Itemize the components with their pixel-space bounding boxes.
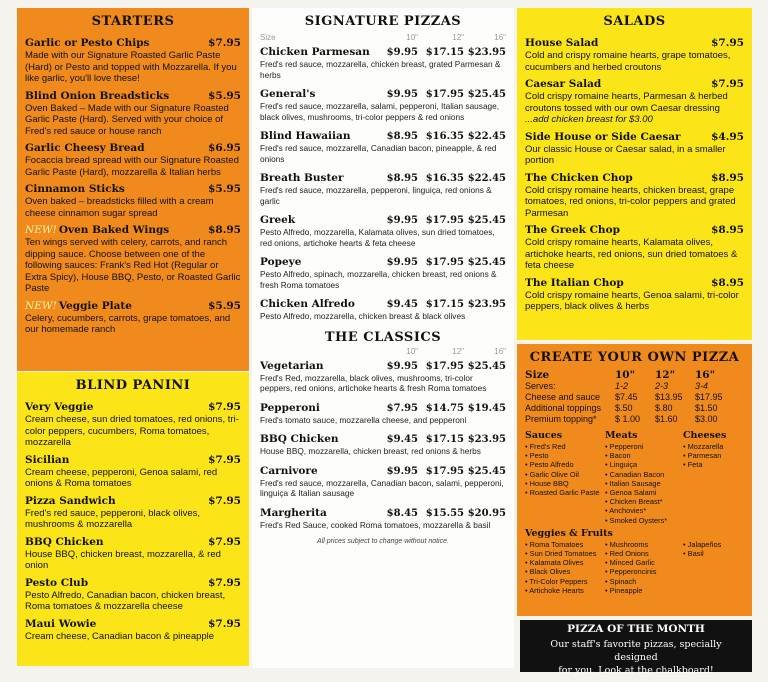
pizza-name: Vegetarian	[260, 359, 324, 372]
pizza-name: Chicken Parmesan	[260, 46, 370, 58]
classics-list	[260, 360, 506, 531]
classics-title: THE CLASSICS	[324, 329, 442, 345]
topping-item: • Feta	[683, 460, 703, 470]
item-name	[25, 300, 132, 313]
cyo-cell: 12"	[655, 369, 676, 381]
item-addon: ...add chicken breast for $3.00	[525, 114, 653, 125]
price-10: $7.95	[386, 402, 418, 414]
menu-item	[525, 131, 744, 167]
menu-item	[25, 618, 241, 643]
menu-item	[525, 224, 744, 272]
price-16: $25.45	[467, 257, 506, 268]
price-16: $25.45	[467, 360, 506, 372]
cyo-cell: $7.45	[615, 392, 638, 402]
topping-item: • Garlic Olive Oil	[525, 469, 579, 479]
item-name	[25, 495, 116, 508]
price-12: $17.95	[425, 360, 464, 372]
size-16: 16"	[494, 346, 506, 356]
item-description: Cream cheese, Canadian bacon & pineapple	[25, 630, 215, 642]
item-header	[25, 536, 241, 549]
sauces-heading: Sauces	[525, 430, 563, 441]
starters-list	[25, 37, 241, 336]
pizza-row	[260, 46, 506, 58]
item-header	[25, 183, 241, 196]
cyo-cell: $.80	[655, 403, 673, 413]
pizza-panel	[252, 8, 514, 668]
item-price: $5.95	[208, 299, 241, 312]
topping-item: • Roma Tomatoes	[525, 539, 584, 549]
item-header	[25, 495, 241, 508]
cyo-cell: $3.00	[695, 414, 718, 424]
menu-item	[25, 37, 241, 85]
item-name	[25, 536, 104, 549]
item-description: Focaccia bread spread with our Signature Roasted Garlic Paste (Hard), mozzarella & Italian herbs	[25, 155, 239, 178]
item-header	[525, 131, 744, 144]
topping-item: • Basil	[683, 549, 704, 559]
item-description: Cold and crispy romaine hearts, grape tomatoes, cucumbers and herbed croutons	[525, 50, 731, 73]
item-header	[25, 401, 241, 414]
item-header	[525, 37, 744, 50]
item-name-text: The Chicken Chop	[525, 171, 633, 184]
topping-item: • Fred's Red	[525, 442, 566, 451]
cyo-cell: Serves:	[525, 381, 556, 391]
item-description: Cream cheese, pepperoni, Genoa salami, red onions & Roma tomatoes	[25, 466, 218, 489]
starters-panel	[17, 8, 249, 371]
item-header	[525, 277, 744, 290]
item-price: $7.95	[208, 535, 241, 548]
item-name	[525, 37, 598, 50]
price-10: $9.95	[386, 47, 418, 58]
cyo-cell: 16"	[695, 369, 716, 381]
size-10: 10"	[406, 346, 418, 356]
topping-item: • Pineapple	[605, 585, 643, 595]
pizza-row	[260, 360, 506, 372]
menu-item	[25, 183, 241, 219]
pizza-description: Fred's red sauce, mozzarella, Canadian bacon, pineapple, & red onions	[260, 143, 497, 164]
price-10: $9.95	[386, 215, 418, 226]
menu-item	[525, 78, 744, 126]
pizza-name: Margherita	[260, 506, 327, 519]
price-12: $15.55	[425, 507, 464, 519]
pizza-description: House BBQ, mozzarella, chicken breast, red onions & herbs	[260, 446, 481, 456]
cyo-title: CREATE YOUR OWN PIZZA	[529, 350, 740, 365]
pizza-description: Fred's red sauce, mozzarella, salami, pepperoni, Italian sausage, black olives, mushrooms, tri-color peppers & red onions	[260, 101, 500, 122]
item-name-text: Side House or Side Caesar	[525, 130, 681, 143]
item-name	[525, 224, 620, 237]
size-16: 16"	[494, 33, 506, 42]
price-10: $9.95	[386, 89, 418, 100]
item-name	[25, 142, 145, 155]
item-description: Oven Baked – Made with our Signature Roasted Garlic Paste (Hard). Served with your choice of Fred's red sauce or house ranch	[25, 102, 229, 137]
pizza-description: Pesto Alfredo, mozzarella, chicken breast & black olives	[260, 311, 466, 321]
item-name	[525, 277, 624, 290]
panini-title: BLIND PANINI	[75, 378, 191, 393]
topping-item: • Mozzarella	[683, 442, 724, 451]
cyo-cell: Size	[525, 369, 550, 381]
pizza-description: Fred's Red Sauce, cooked Roma tomatoes, mozzarella & basil	[260, 519, 491, 530]
item-name-text: Sicilian	[25, 453, 70, 466]
pizza-description: Fred's red sauce, mozzarella, chicken breast, grated Parmesan & herbs	[260, 59, 501, 80]
item-name	[25, 224, 169, 237]
potm-line1: Our staff's favorite pizzas, specially designed	[550, 639, 722, 663]
item-name	[525, 131, 681, 144]
topping-item: • Linguiça	[605, 460, 638, 470]
topping-item: • Genoa Salami	[605, 488, 657, 498]
price-16: $25.45	[467, 89, 506, 100]
item-description: Cream cheese, sun dried tomatoes, red onions, tri-color peppers, cucumbers, Roma tomatoes, mozzarella	[25, 414, 239, 448]
cyo-toppings	[525, 430, 744, 525]
topping-item: • Tri-Color Peppers	[525, 576, 588, 586]
item-description: Made with our Signature Roasted Garlic Paste (Hard) or Pesto and topped with Mozzarella. If you like garlic, you'll love these!	[25, 50, 237, 84]
item-price: $5.95	[208, 183, 241, 195]
item-description: Cold crispy romaine hearts, Genoa salami, tri-color peppers, black olives & herbs	[525, 289, 739, 312]
panini-panel	[17, 372, 249, 666]
item-description: Cold crispy romaine hearts, Parmesan & herbed croutons tossed with our own Caesar dressing	[525, 91, 728, 114]
menu-item	[25, 401, 241, 449]
pizza-row	[260, 465, 506, 477]
price-12: $16.35	[425, 131, 464, 142]
item-header	[25, 300, 241, 313]
price-12: $16.35	[425, 173, 464, 184]
item-price: $7.95	[711, 37, 744, 49]
cyo-cell: 3-4	[695, 381, 709, 391]
pizza-name: Greek	[260, 214, 296, 226]
pizza-row	[260, 130, 506, 142]
topping-item: • Canadian Bacon	[605, 469, 665, 479]
pizza-name: Chicken Alfredo	[260, 298, 355, 310]
item-description: Pesto Alfredo, Canadian bacon, chicken breast, Roma tomatoes & mozzarella cheese	[25, 589, 226, 612]
item-name	[25, 401, 93, 414]
topping-item: • Smoked Oysters*	[605, 515, 668, 525]
price-12: $17.15	[425, 434, 464, 445]
veggies-heading: Veggies & Fruits	[525, 527, 613, 539]
item-description: Ten wings served with celery, carrots, and ranch dipping sauce. Choose between one of the following sauces: Frank's Red Hot (Regular or Extra Spicy), House BBQ, Pesto, or Roasted Garlic Paste	[25, 237, 241, 294]
menu-item	[25, 142, 241, 178]
cyo-cell: Additional toppings	[525, 403, 602, 413]
pizza-name: Popeye	[260, 256, 302, 268]
price-12: $17.95	[425, 257, 464, 268]
item-price: $7.95	[208, 401, 241, 413]
item-price: $7.95	[208, 453, 241, 466]
meats-heading: Meats	[605, 430, 638, 441]
topping-item: • Parmesan	[683, 451, 722, 461]
item-name-text: Garlic or Pesto Chips	[25, 37, 150, 49]
menu-item	[525, 37, 744, 73]
cyo-cell: $.50	[615, 403, 633, 413]
topping-item: • Sun Dried Tomatoes	[525, 549, 597, 559]
cyo-cell: Cheese and sauce	[525, 392, 601, 402]
starters-title: STARTERS	[91, 14, 175, 29]
menu-item	[25, 536, 241, 572]
cyo-price-table	[525, 370, 744, 425]
signature-list	[260, 46, 506, 322]
item-name	[25, 183, 125, 196]
cyo-cell: $1.60	[655, 414, 678, 424]
item-name	[25, 90, 169, 103]
topping-item: • Artichoke Hearts	[525, 585, 584, 595]
topping-item: • Jalapeños	[683, 539, 722, 549]
cyo-row	[525, 403, 744, 414]
cyo-row	[525, 392, 744, 403]
item-name	[25, 454, 69, 467]
price-10: $8.45	[386, 507, 418, 519]
pizza-of-the-month	[520, 620, 752, 676]
item-price: $7.95	[208, 576, 241, 589]
cyo-row	[525, 370, 744, 381]
cyo-cell: $17.95	[695, 392, 723, 402]
item-header	[25, 618, 241, 631]
size-label: Size	[260, 33, 276, 42]
item-header	[25, 577, 241, 590]
price-16: $20.95	[467, 507, 506, 519]
pizza-row	[260, 507, 506, 519]
price-10: $8.95	[386, 131, 418, 142]
item-name-text: Pizza Sandwich	[25, 494, 116, 507]
topping-item: • House BBQ	[525, 478, 569, 488]
topping-item: • Mushrooms	[605, 539, 649, 549]
pizza-row	[260, 298, 506, 310]
item-header	[25, 224, 241, 237]
item-price: $8.95	[711, 276, 744, 289]
topping-item: • Red Onions	[605, 549, 649, 559]
item-header	[525, 78, 744, 91]
price-10: $9.45	[386, 434, 418, 445]
price-16: $22.45	[467, 173, 506, 184]
price-12: $17.95	[425, 89, 464, 100]
price-10: $9.95	[386, 465, 418, 477]
item-name-text: The Greek Chop	[525, 224, 620, 236]
price-note: All prices subject to change without notice.	[317, 538, 449, 545]
cyo-cell: $13.95	[655, 392, 683, 402]
salads-panel	[517, 8, 752, 340]
pizza-row	[260, 172, 506, 184]
item-name-text: Oven Baked Wings	[58, 224, 170, 236]
price-16: $19.45	[467, 402, 506, 414]
menu-item	[25, 224, 241, 295]
item-price: $7.95	[208, 617, 241, 630]
item-description: Oven baked – breadsticks filled with a cream cheese cinnamon sugar spread	[25, 196, 214, 219]
item-price: $8.95	[711, 171, 744, 184]
price-16: $23.95	[467, 47, 506, 58]
item-header	[525, 224, 744, 237]
item-price: $7.95	[208, 494, 241, 507]
topping-item: • Italian Sausage	[605, 478, 661, 488]
item-description: Our classic House or Caesar salad, in a smaller portion	[525, 143, 726, 166]
price-10: $8.95	[386, 173, 418, 184]
item-price: $8.95	[711, 224, 744, 236]
item-description: Cold crispy romaine hearts, chicken breast, grape tomatoes, red onions, tri-color peppers and grated Parmesan	[525, 184, 736, 219]
classics-size-header	[260, 347, 506, 356]
topping-item: • Kalamata Olives	[525, 558, 584, 568]
item-description: Cold crispy romaine hearts, Kalamata olives, artichoke hearts, red onions, sun dried tomatoes & feta cheese	[525, 237, 738, 271]
price-12: $14.75	[425, 402, 464, 414]
size-10: 10"	[406, 33, 418, 42]
size-12: 12"	[452, 33, 464, 42]
pizza-description: Fred's red sauce, mozzarella, pepperoni, linguiça, red onions & garlic	[260, 185, 492, 206]
item-header	[25, 142, 241, 155]
pizza-row	[260, 433, 506, 445]
item-name	[525, 78, 601, 91]
cyo-cell: 1-2	[615, 381, 629, 391]
price-10: $9.45	[386, 299, 418, 310]
topping-item: • Minced Garlic	[605, 558, 655, 568]
topping-item: • Pepperoncinis	[605, 567, 657, 577]
cyo-cell: Premium topping*	[525, 414, 597, 424]
price-16: $22.45	[467, 131, 506, 142]
cyo-cell: $ 1.00	[615, 414, 641, 424]
item-description: Celery, cucumbers, carrots, grape tomatoes, and our homemade ranch	[25, 312, 231, 335]
menu-item	[25, 577, 241, 613]
menu-item	[25, 300, 241, 336]
topping-item: • Anchovies*	[605, 506, 647, 516]
item-price: $8.95	[208, 224, 241, 236]
topping-item: • Pepperoni	[605, 442, 644, 451]
price-12: $17.95	[425, 215, 464, 226]
item-name	[525, 172, 633, 185]
item-price: $4.95	[711, 130, 744, 143]
topping-item: • Black Olives	[525, 567, 571, 577]
pizza-description: Fred's tomato sauce, mozzarella cheese, and pepperoni	[260, 414, 467, 425]
price-12: $17.95	[425, 465, 464, 477]
create-your-own-panel	[517, 344, 752, 616]
item-name-text: House Salad	[525, 37, 599, 49]
size-12: 12"	[452, 346, 464, 356]
pizza-name: Breath Buster	[260, 172, 344, 184]
pizza-row	[260, 214, 506, 226]
item-name-text: Garlic Cheesy Bread	[25, 142, 145, 154]
cyo-cell: 2-3	[655, 381, 669, 391]
topping-item: • Pesto	[525, 451, 549, 461]
salads-list	[525, 37, 744, 313]
item-name-text: Veggie Plate	[58, 299, 132, 312]
cyo-veggies	[525, 528, 744, 595]
cyo-cell: 10"	[615, 369, 636, 381]
cyo-row	[525, 381, 744, 392]
item-description: House BBQ, chicken breast, mozzarella, & red onion	[25, 548, 221, 571]
cyo-row	[525, 414, 744, 425]
topping-item: • Bacon	[605, 451, 631, 461]
new-badge: NEW!	[25, 299, 57, 312]
item-price: $7.95	[208, 37, 241, 49]
item-name-text: Cinnamon Sticks	[25, 183, 125, 195]
pizza-name: Carnivore	[260, 464, 318, 477]
menu-item	[525, 277, 744, 313]
item-name-text: Maui Wowie	[25, 617, 97, 630]
menu-item	[25, 454, 241, 490]
topping-item: • Roasted Garlic Paste	[525, 488, 600, 498]
item-description: Fred's red sauce, pepperoni, black olives, mushrooms & mozzarella	[25, 507, 201, 530]
new-badge: NEW!	[25, 224, 57, 236]
signature-title: SIGNATURE PIZZAS	[304, 14, 462, 29]
pizza-description: Pesto Alfredo, spinach, mozzarella, chicken breast, red onions & fresh Roma tomatoes	[260, 269, 497, 290]
menu-item	[25, 495, 241, 531]
topping-item: • Chicken Breast*	[605, 497, 663, 507]
pizza-name: Blind Hawaiian	[260, 130, 351, 142]
price-10: $9.95	[386, 257, 418, 268]
item-price: $6.95	[208, 142, 241, 154]
price-16: $25.45	[467, 465, 506, 477]
item-name-text: Caesar Salad	[525, 78, 602, 90]
price-12: $17.15	[425, 47, 464, 58]
pizza-description: Fred's red sauce, mozzarella, Canadian bacon, salami, pepperoni, linguiça & Italian sausage	[260, 477, 504, 498]
cyo-cell: $1.50	[695, 403, 718, 413]
item-name	[25, 618, 96, 631]
item-header	[25, 90, 241, 103]
price-12: $17.15	[425, 299, 464, 310]
menu-item	[525, 172, 744, 220]
price-10: $9.95	[386, 360, 418, 372]
price-16: $23.95	[467, 299, 506, 310]
pizza-description: Pesto Alfredo, mozzarella, Kalamata olives, sun dried tomatoes, red onions, artichoke hearts & feta cheese	[260, 227, 495, 248]
panini-list	[25, 401, 241, 642]
pizza-row	[260, 256, 506, 268]
pizza-row	[260, 88, 506, 100]
item-name-text: The Italian Chop	[525, 276, 624, 289]
item-name	[25, 577, 88, 590]
item-header	[25, 454, 241, 467]
item-name-text: Pesto Club	[25, 576, 89, 589]
item-name-text: Very Veggie	[25, 401, 94, 413]
menu-item	[25, 90, 241, 138]
item-price: $7.95	[711, 78, 744, 90]
potm-line2: for you. Look at the chalkboard!	[558, 665, 714, 676]
salads-title: SALADS	[603, 14, 666, 29]
price-16: $25.45	[467, 215, 506, 226]
cheeses-heading: Cheeses	[683, 430, 727, 441]
pizza-description: Fred's Red, mozzarella, black olives, mushrooms, tri-color peppers, red onions, artichoke hearts & fresh Roma tomatoes	[260, 372, 487, 393]
size-header	[260, 33, 506, 42]
pizza-name: Pepperoni	[260, 401, 320, 414]
item-header	[525, 172, 744, 185]
pizza-name: General's	[260, 88, 316, 100]
topping-item: • Spinach	[605, 576, 637, 586]
pizza-row	[260, 402, 506, 414]
topping-item: • Pesto Alfredo	[525, 460, 574, 470]
item-price: $5.95	[208, 89, 241, 102]
potm-title: PIZZA OF THE MONTH	[567, 623, 705, 635]
item-name-text: Blind Onion Breadsticks	[25, 89, 170, 102]
item-header	[25, 37, 241, 50]
price-16: $23.95	[467, 434, 506, 445]
item-name-text: BBQ Chicken	[25, 535, 104, 548]
pizza-name: BBQ Chicken	[260, 433, 339, 445]
item-name	[25, 37, 149, 50]
